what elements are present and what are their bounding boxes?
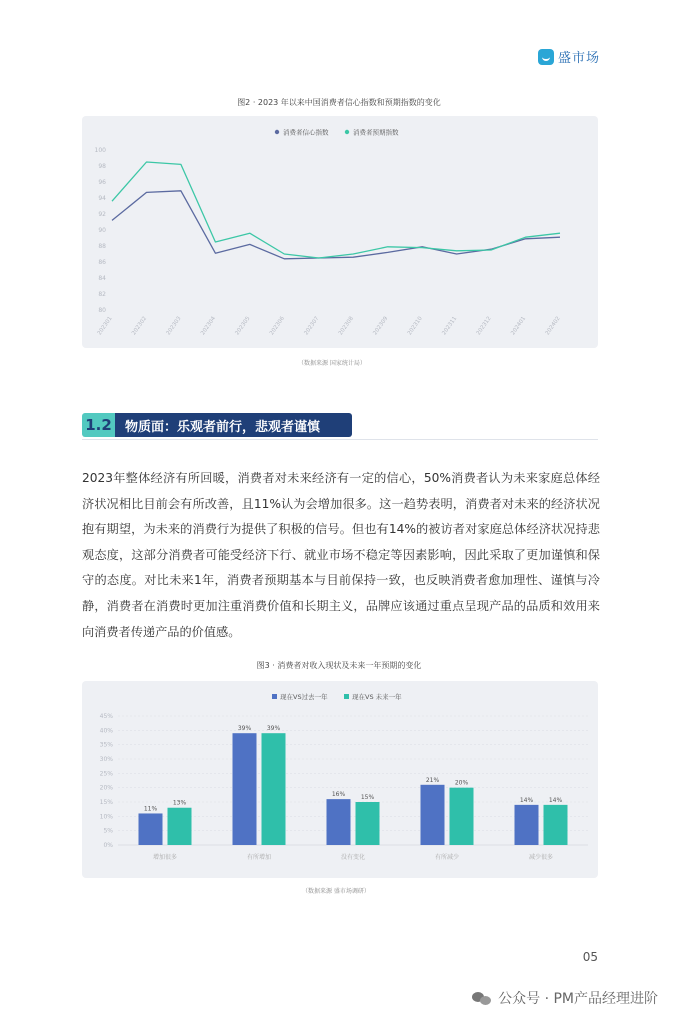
x-tick-11: 202312 <box>475 315 493 337</box>
data-label-s0-c0: 11% <box>143 805 158 813</box>
x-tick-9: 202310 <box>406 315 424 337</box>
legend-label-0: 消费者信心指数 <box>283 128 329 137</box>
x-tick-7: 202308 <box>337 315 355 337</box>
page-number: 05 <box>582 950 598 964</box>
legend-marker-0 <box>272 694 277 699</box>
y-tick-6: 92 <box>98 211 106 218</box>
y-tick-2: 84 <box>98 275 106 282</box>
series-line-0 <box>112 191 560 259</box>
figure2-source: （数据来源 国家统计局） <box>298 360 366 367</box>
x-tick-1: 有所增加 <box>246 854 272 861</box>
y-tick-10: 100 <box>94 147 106 154</box>
x-tick-4: 202305 <box>234 315 252 337</box>
legend-marker-0 <box>275 130 279 134</box>
y-tick-1: 82 <box>98 291 106 298</box>
y-tick-0: 0% <box>103 842 113 849</box>
bar-s0-c2 <box>327 799 351 845</box>
x-tick-0: 增加很多 <box>152 854 178 861</box>
figure2-panel <box>82 116 598 348</box>
bar-s1-c4 <box>544 805 568 845</box>
y-tick-9: 45% <box>99 713 113 720</box>
x-tick-0: 202301 <box>96 315 114 337</box>
smile-icon <box>538 49 554 65</box>
figure3-source: （数据来源 盛市场调研） <box>302 888 370 895</box>
x-tick-13: 202402 <box>544 315 562 337</box>
wechat-icon <box>472 990 492 1006</box>
x-tick-4: 减少很多 <box>528 854 554 861</box>
legend-marker-1 <box>345 130 349 134</box>
bar-s1-c2 <box>356 802 380 845</box>
data-label-s0-c2: 16% <box>331 791 346 799</box>
brand-logo <box>538 47 600 66</box>
y-tick-1: 5% <box>103 827 113 835</box>
y-tick-3: 15% <box>99 799 113 806</box>
data-label-s1-c1: 39% <box>266 725 281 733</box>
x-tick-3: 202304 <box>200 315 218 337</box>
y-tick-0: 80 <box>98 307 106 314</box>
data-label-s1-c4: 14% <box>548 796 563 804</box>
x-tick-3: 有所减少 <box>434 854 460 861</box>
data-label-s1-c2: 15% <box>360 794 375 801</box>
data-label-s0-c1: 39% <box>237 725 252 733</box>
data-label-s1-c3: 20% <box>454 779 469 787</box>
legend-label-1: 现在VS 未来一年 <box>352 693 402 701</box>
section-divider <box>82 439 598 440</box>
x-tick-2: 202303 <box>165 315 183 337</box>
x-tick-12: 202401 <box>510 315 528 337</box>
section-header <box>82 413 352 437</box>
x-tick-2: 没有变化 <box>340 854 366 861</box>
x-tick-1: 202302 <box>131 315 149 337</box>
y-tick-6: 30% <box>99 756 113 763</box>
y-tick-4: 20% <box>99 784 113 792</box>
legend-label-0: 现在VS过去一年 <box>280 693 328 701</box>
data-label-s0-c4: 14% <box>519 796 534 804</box>
x-tick-10: 202311 <box>441 315 459 337</box>
y-tick-4: 88 <box>98 243 106 250</box>
series-line-1 <box>112 162 560 258</box>
figure3-title: 图3 · 消费者对收入现状及未来一年预期的变化 <box>256 661 422 670</box>
body-paragraph: 2023年整体经济有所回暖，消费者对未来经济有一定的信心，50%消费者认为未来家庭总体经济状况相比目前会有所改善，且11%认为会增加很多。这一趋势表明，消费者对未来的经济状况抱有期望，为未来的消费行为提供了积极的信号。但也有14%的被访者对家庭总体经济状况持悲观态度，这部分消费者可能受经济下行、就业市场不稳定等因素影响，因此采取了更加谨慎和保守的态度。对比未来1年，消费者预期基本与目前保持一致，也反映消费者愈加理性、谨慎与冷静，消费者在消费时更加注重消费价值和长期主义，品牌应该通过重点呈现产品的品质和效用来向消费者传递产品的价值感。 <box>82 471 600 639</box>
bar-s1-c1 <box>262 733 286 845</box>
income-bar-chart <box>82 681 598 878</box>
data-label-s0-c3: 21% <box>425 776 440 784</box>
y-tick-2: 10% <box>99 813 113 821</box>
bar-s0-c3 <box>421 785 445 845</box>
y-tick-8: 40% <box>99 727 113 735</box>
bar-s1-c0 <box>168 808 192 845</box>
figure3-panel <box>82 681 598 878</box>
bar-s1-c3 <box>450 788 474 845</box>
legend-label-1: 消费者预期指数 <box>353 128 399 137</box>
y-tick-5: 90 <box>98 227 106 234</box>
watermark-text: 公众号 · PM产品经理进阶 <box>498 991 658 1007</box>
x-tick-6: 202307 <box>303 315 321 337</box>
y-tick-8: 96 <box>98 179 106 186</box>
data-label-s1-c0: 13% <box>172 799 187 807</box>
bar-s0-c0 <box>139 813 163 845</box>
y-tick-9: 98 <box>98 163 106 170</box>
y-tick-5: 25% <box>99 770 113 778</box>
confidence-line-chart <box>82 116 598 348</box>
section-title: 物质面：乐观者前行，悲观者谨慎 <box>115 413 352 437</box>
y-tick-7: 35% <box>99 741 113 749</box>
y-tick-3: 86 <box>98 259 106 266</box>
x-tick-5: 202306 <box>268 315 286 337</box>
bar-s0-c1 <box>233 733 257 845</box>
figure2-title: 图2 · 2023 年以来中国消费者信心指数和预期指数的变化 <box>237 98 441 107</box>
y-tick-7: 94 <box>98 195 106 202</box>
section-number: 1.2 <box>82 413 115 437</box>
bar-s0-c4 <box>515 805 539 845</box>
brand-logo-text: 盛市场 <box>557 51 600 66</box>
wechat-watermark <box>472 988 658 1008</box>
x-tick-8: 202309 <box>372 315 390 337</box>
legend-marker-1 <box>344 694 349 699</box>
